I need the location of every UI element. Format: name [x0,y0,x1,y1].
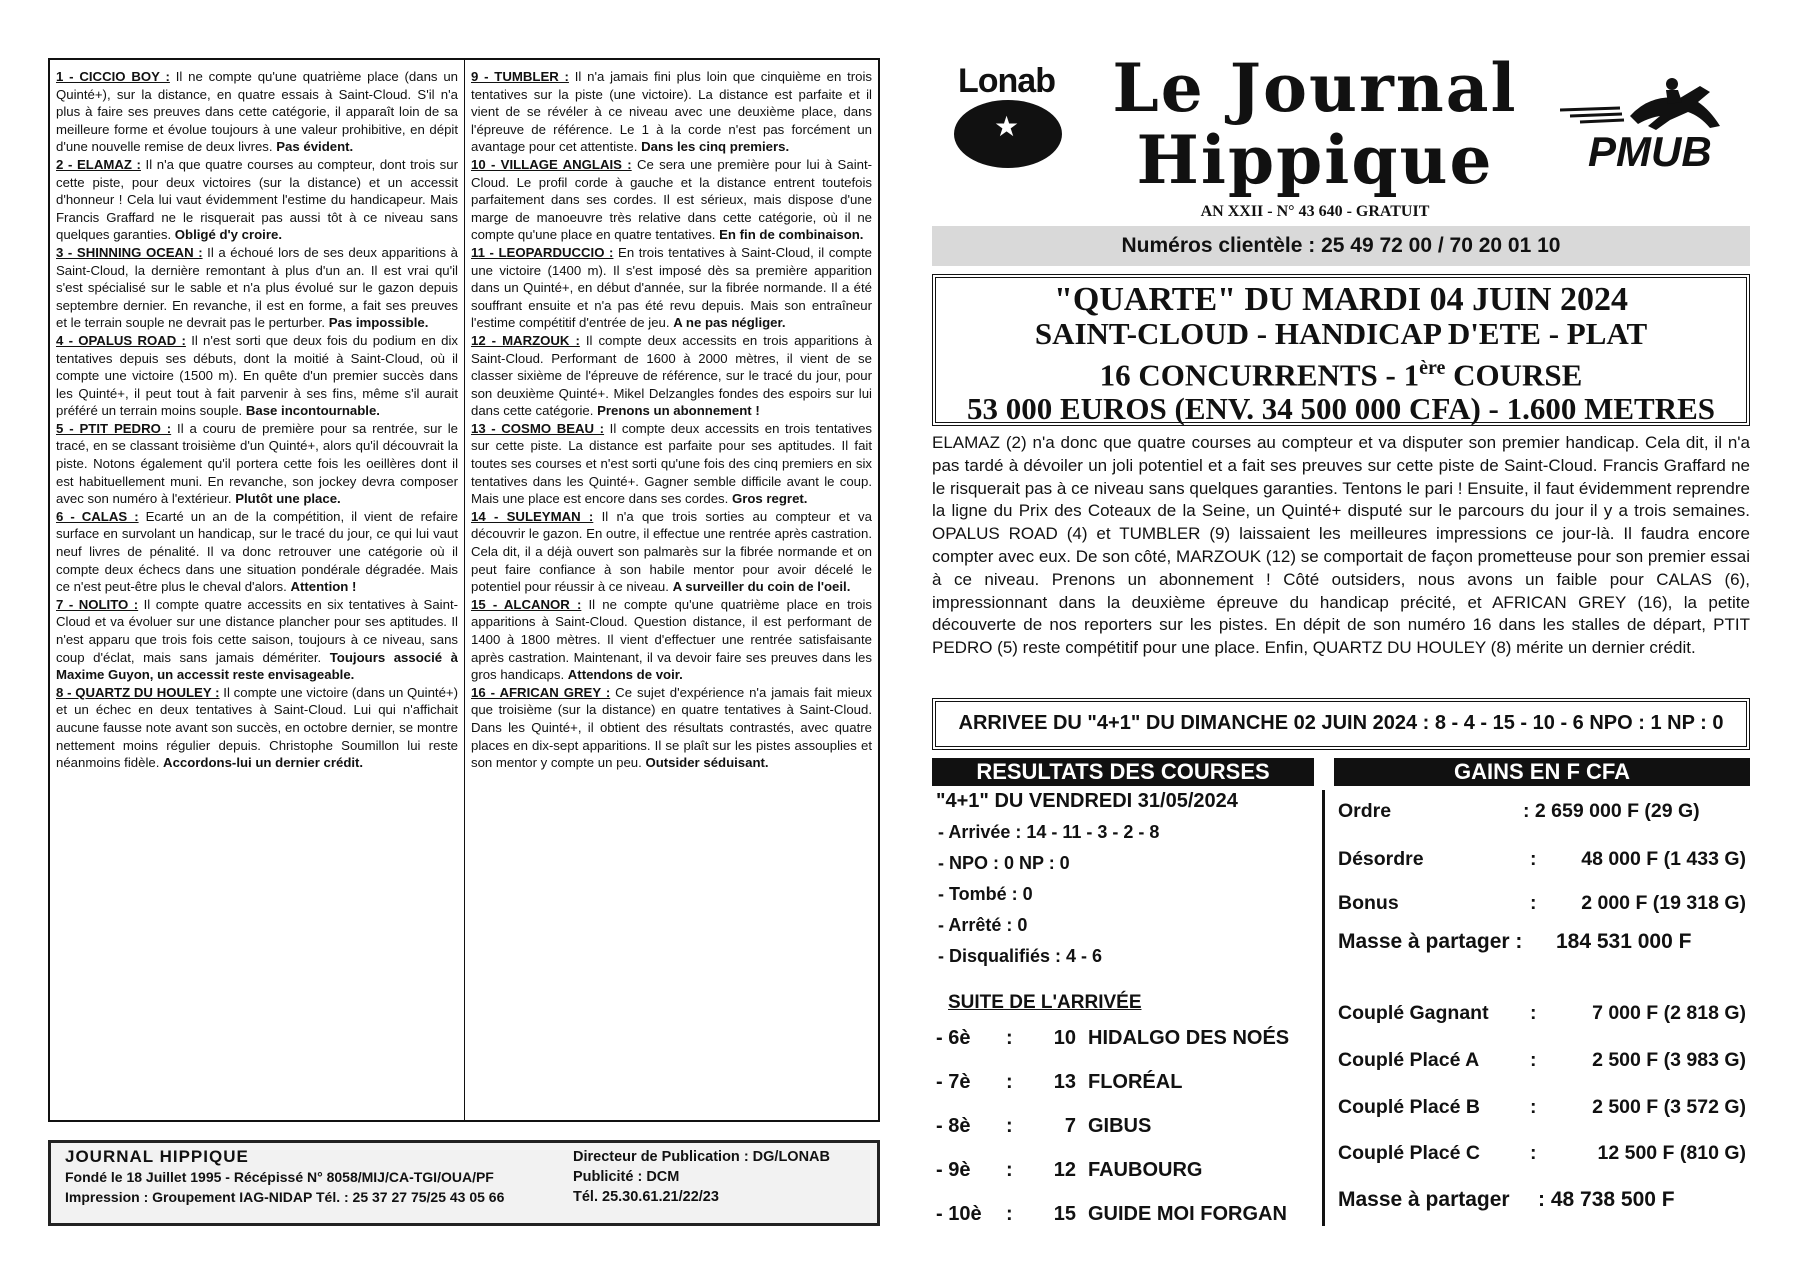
horse-comment: Il n'a jamais fini plus loin que cinquième en trois tentatives sur la piste (une victoire). La distance est parfaite et il vient de se révéler à ce niveau avec une deuxième place, dans l'épreuve de référence. Le 1 à la corde n'est pas forcément un avantage pour cet attentiste. [471,69,872,155]
racehorse-rider-icon [1560,76,1740,136]
horse-name: 10 - VILLAGE ANGLAIS : [471,156,632,172]
suite-horse-name: GUIDE MOI FORGAN [1088,1203,1287,1225]
gain-colon: : [1530,1096,1537,1118]
horse-verdict: Pas évident. [276,139,354,155]
horse-verdict: Gros regret. [731,491,808,507]
horse-entry [471,156,872,244]
gain-colon: : [1530,1049,1537,1071]
results-race-title: "4+1" DU VENDREDI 31/05/2024 [936,790,1238,812]
suite-row [936,1192,1316,1236]
gain-value: 7 000 F (2 818 G) [1592,1002,1746,1024]
suite-position: - 9è [936,1159,971,1181]
horse-verdict: A surveiller du coin de l'oeil. [672,579,851,595]
lonab-logo [950,60,1070,170]
client-phone-numbers: Numéros clientèle : 25 49 72 00 / 70 20 01 10 [932,226,1750,266]
race-venue: SAINT-CLOUD - HANDICAP D'ETE - PLAT [1034,316,1648,351]
horse-comment: Il n'a que trois sorties au compteur et va découvrir le gazon. En outre, il effectue une rentrée après castration. Cela dit, il a déjà ouvert son palmarès sur la fibrée normande et on peut faire confiance à son habile mentor pour avoir décelé le potentiel pour réussir à ce niveau. [471,508,872,595]
gain-value: 184 531 000 F [1556,930,1692,953]
commentary-column-2 [464,60,878,1120]
horse-name: 2 - ELAMAZ : [56,156,141,172]
suite-horse-name: FLORÉAL [1088,1071,1183,1093]
horse-comment: Il compte deux accessits en trois apparitions à Saint-Cloud. Performant de 1600 à 2000 mètres, il vient de se classer sixième de l'épreuve de référence, sur le tracé du jour, pour son deuxième Quinté+. Mikel Delzangles fondes des espoirs sur lui dans cette catégorie. [471,332,872,419]
horse-entry [56,244,458,332]
gain-value: : 48 738 500 F [1538,1188,1675,1211]
horse-entry [471,244,872,332]
result-line: - Disqualifiés : 4 - 6 [938,946,1103,966]
horse-verdict: Prenons un abonnement ! [597,403,760,419]
arrivee-banner: ARRIVEE DU "4+1" DU DIMANCHE 02 JUIN 2024 : 8 - 4 - 15 - 10 - 6 NPO : 1 NP : 0 [932,698,1750,750]
horse-verdict: A ne pas négliger. [673,315,786,331]
horse-name: 15 - ALCANOR : [471,596,582,612]
newspaper-title-line-2: Hippique [1136,121,1494,199]
race-title: "QUARTE" DU MARDI 04 JUIN 2024 [1054,281,1628,318]
horse-name: 12 - MARZOUK : [471,332,580,348]
horse-verdict: Toujours associé à Maxime Guyon, un accessit reste envisageable. [56,649,458,683]
horse-name: 8 - QUARTZ DU HOULEY : [56,684,220,700]
suite-title: SUITE DE L'ARRIVÉE [948,992,1142,1013]
horse-comment: En trois tentatives à Saint-Cloud, il compte une victoire (1400 m). Il s'est imposé dès sa première apparition dans un Quinté+, en début d'année, sur la fibrée normande. Il a été souffrant ensuite et n'a pas été revu depuis. Mais son entraîneur l'estime compétitif d'entrée de jeu. [471,244,872,331]
horse-comment: Ce sera une première pour lui à Saint-Cloud. Le profil corde à gauche et la distance entrent toutefois parfaitement dans ses cordes. Il est sérieux, mais dispose d'une marge de manoeuvre très relative dans cette catégorie, où il ne compte qu'une place en quatre tentatives. [471,156,873,243]
footer-phone: Tél. 25.30.61.21/22/23 [573,1189,719,1205]
horse-comment: Il compte deux accessits en trois tentatives sur cette piste. La distance est parfaite pour ses aptitudes. Il fait toutes ses courses et n'est sorti qu'une fois des cinq premiers en six tentatives dans les Quinté+. Gagner semble difficile avant le coup. Mais une place est encore dans ses cordes. [471,420,872,507]
horse-name: 11 - LEOPARDUCCIO : [471,244,614,260]
horse-entry [471,684,872,772]
gain-colon: : [1530,848,1537,870]
suite-horse-name: GIBUS [1088,1115,1152,1137]
pmub-logo [1560,76,1740,176]
suite-horse-name: HIDALGO DES NOÉS [1088,1027,1290,1049]
horse-comment: Il n'est sorti que deux fois du podium en dix tentatives depuis ses débuts, dont la moitié à Saint-Cloud, où il compte une victoire (1500 m). En quête d'un premier succès dans les Quinté+, il peut tout à fait parvenir à ses fins, même s'il aurait préféré un terrain moins souple. [56,332,458,419]
gain-value: 2 500 F (3 983 G) [1592,1049,1746,1071]
horse-entry [56,68,458,156]
suite-row [936,1060,1316,1104]
gain-label: Masse à partager [1338,1188,1510,1211]
horse-comment: Il a couru de première pour sa rentrée, sur le tracé, en se classant troisième d'un Quinté+, alors qu'il découvrait la piste. Notons également qu'il portera cette fois les oeillères dont il est habituellement muni. En revanche, son jockey devra composer avec son numéro à l'extérieur. [56,420,458,507]
footer-director: Directeur de Publication : DG/LONAB [573,1149,830,1165]
horse-verdict: Accordons-lui un dernier crédit. [163,755,364,771]
horse-entry [56,332,458,420]
suite-horse-number: 13 [1053,1071,1076,1093]
horse-comment: Il a échoué lors de ses deux apparitions à Saint-Cloud, la dernière remontant à plus d'un an. Il est vrai qu'il s'est spécialisé sur le sable et n'a plus évolué sur le gazon depuis septembre dernier. En revanche, il est en forme, a fait ses preuves et le terrain souple ne devrait pas le perturber. [56,244,458,331]
gain-value: 2 000 F (19 318 G) [1581,892,1746,914]
horse-comment: Il compte quatre accessits en six tentatives à Saint-Cloud et va évoluer sur une distance plancher pour ses aptitudes. Il n'est apparu que trois fois cette saison, toujours à ce niveau, sans coup d'éclat, mais sans jamais démériter. [56,596,458,665]
horse-commentary-box [48,58,880,1122]
horse-name: 1 - CICCIO BOY : [56,69,170,84]
horse-comment: Ce sujet d'expérience n'a jamais fait mieux que troisième (sur la distance) en quatre tentatives à Saint-Cloud. Dans les Quinté+, il obtient des résultats contrastés, avec quatre places en dix-sept apparitions. Il se plaît sur les pistes assouplies et son mentor y compte un peu. [471,684,873,771]
horse-verdict: Plutôt une place. [235,491,341,507]
race-runners: 16 CONCURRENTS - 1ère COURSE [1099,357,1583,393]
column-divider [1322,790,1325,1226]
results-header: RESULTATS DES COURSES [932,758,1314,786]
suite-position: - 7è [936,1071,971,1093]
horse-entry [56,420,458,508]
pmub-logo-text: PMUB [1588,128,1712,175]
issue-number: AN XXII - N° 43 640 - GRATUIT [1200,203,1430,220]
horse-verdict: Outsider séduisant. [645,755,769,771]
results-column [936,790,1316,1236]
suite-position: - 6è [936,1027,971,1049]
gain-colon: : [1530,892,1537,914]
horse-verdict: Pas impossible. [328,315,429,331]
horse-name: 6 - CALAS : [56,508,139,524]
result-line: - Arrêté : 0 [938,915,1028,935]
footer-advertising: Publicité : DCM [573,1169,680,1185]
horse-entry [56,508,458,596]
horse-comment: Il ne compte qu'une quatrième place en trois apparitions à Saint-Cloud. Question distance, il est performant de 1400 à 1800 mètres. Il vient d'effectuer une rentrée satisfaisante après castration. Maintenant, il va devoir faire ses preuves dans les gros handicaps. [471,596,872,683]
horse-name: 9 - TUMBLER : [471,69,569,84]
suite-horse-number: 12 [1053,1159,1076,1181]
result-line: - NPO : 0 NP : 0 [938,853,1070,873]
horse-verdict: Attendons de voir. [567,667,683,683]
gain-label: Ordre [1338,800,1392,822]
horse-comment: Il compte une victoire (dans un Quinté+) et un échec en deux tentatives à Saint-Cloud. Lui qui n'affichait aucune fausse note avant son succès, en octobre dernier, se montre nettement moins régulier depuis. Christophe Soumillon lui reste néanmoins fidèle. [56,684,459,771]
horse-entry [471,596,872,684]
suite-colon: : [1006,1071,1013,1093]
horse-entry [56,596,458,684]
horse-entry [471,420,872,508]
suite-row [936,1148,1316,1192]
gain-label: Couplé Placé C [1338,1142,1480,1164]
horse-verdict: Base incontournable. [245,403,380,419]
gain-colon: : [1530,1142,1537,1164]
horse-entry [471,508,872,596]
gain-value: 12 500 F (810 G) [1597,1142,1746,1164]
horse-comment: Il n'a que quatre courses au compteur, dont trois sur cette piste, pour deux victoires (sur la distance) et un accessit d'honneur ! Cela lui vaut évidemment l'estime du handicapeur. Mais Francis Graffard ne le risquerait pas aussi tôt à ce niveau sans quelques garanties. [56,156,458,243]
gain-label: Masse à partager : [1338,930,1523,953]
commentary-column-1 [50,60,464,1120]
gain-value: 48 000 F (1 433 G) [1581,848,1746,870]
suite-colon: : [1006,1115,1013,1137]
gains-header: GAINS EN F CFA [1334,758,1750,786]
gain-label: Désordre [1338,848,1424,870]
horse-verdict: En fin de combinaison. [719,227,864,243]
suite-colon: : [1006,1203,1013,1225]
newspaper-title [1090,49,1540,199]
gain-label: Couplé Gagnant [1338,1002,1489,1024]
horse-entry [471,68,872,156]
horse-comment: Il ne compte qu'une quatrième place (dans un Quinté+), sur la distance, en quatre essais à Saint-Cloud. S'il n'a plus à faire ses preuves dans cette catégorie, il apparaît loin de sa meilleure forme et évolue toujours à une valeur prohibitive, en dépit d'une nouvelle remise de deux livres. [56,69,458,155]
gain-label: Bonus [1338,892,1399,914]
race-title-box [932,274,1750,426]
result-line: - Tombé : 0 [938,884,1033,904]
horse-entry [56,156,458,244]
gain-label: Couplé Placé A [1338,1049,1480,1071]
suite-horse-number: 7 [1064,1115,1076,1137]
lonab-logo-text: Lonab [958,62,1055,100]
horse-verdict: Attention ! [290,579,357,595]
suite-position: - 8è [936,1115,971,1137]
horse-name: 14 - SULEYMAN : [471,508,594,524]
newspaper-title-line-1: Le Journal [1112,49,1518,127]
race-analysis: ELAMAZ (2) n'a donc que quatre courses au compteur et va disputer son premier handicap. Cela dit, il n'a pas tardé à dévoiler un joli potentiel et a fait ses preuves sur cette piste de Saint-Cloud. Francis Graffard ne le risquerait pas à ce niveau sans quelques garanties. Tentons le pari ! Ensuite, il faut évidemment reprendre la ligne du Prix des Coteaux de la Seine, un Quinté+ disputé sur le parcours du jour il y a trois semaines. OPALUS ROAD (4) et TUMBLER (9) laissaient les meilleures impressions ce jour-là. Il faudra encore compter avec eux. De son côté, MARZOUK (12) se comportait de façon prometteuse pour son premier essai à ce niveau. Prenons un abonnement ! Côté outsiders, nous avons un faible pour CALAS (6), impressionnant dans la deuxième épreuve du handicap précité, et AFRICAN GREY (16), la petite découverte de nos reporters sur les pistes. En dépit de son numéro 16 dans les stalles de départ, PTIT PEDRO (5) reste compétitif pour une place. Enfin, QUARTZ DU HOULEY (8) mérite un dernier crédit. [932,433,1750,658]
suite-horse-name: FAUBOURG [1088,1159,1203,1181]
horse-name: 5 - PTIT PEDRO : [56,420,172,436]
publication-footer [48,1140,880,1226]
suite-row [936,1016,1316,1060]
horse-name: 4 - OPALUS ROAD : [56,332,186,348]
footer-founded: Fondé le 18 Juillet 1995 - Récépissé N° 8058/MIJ/CA-TGI/OUA/PF [65,1169,494,1185]
horse-entry [56,684,458,772]
horse-verdict: Dans les cinq premiers. [641,139,790,155]
horse-name: 3 - SHINNING OCEAN : [56,244,203,260]
suite-colon: : [1006,1159,1013,1181]
suite-colon: : [1006,1027,1013,1049]
horse-name: 16 - AFRICAN GREY : [471,684,611,700]
suite-position: - 10è [936,1203,982,1225]
gain-value: 2 500 F (3 572 G) [1592,1096,1746,1118]
horse-name: 7 - NOLITO : [56,596,139,612]
suite-horse-number: 10 [1053,1027,1076,1049]
horse-name: 13 - COSMO BEAU : [471,420,605,436]
gain-label: Couplé Placé B [1338,1096,1480,1118]
gain-value: : 2 659 000 F (29 G) [1523,800,1700,822]
suite-horse-number: 15 [1053,1203,1076,1225]
horse-comment: Ecarté un an de la compétition, il vient de refaire surface en survolant un handicap, sur le tracé du jour, ce qui lui vaut neuf livres de pénalité. Il va donc retrouver une catégorie où il compte deux échecs dans une situation pondérale dégradée. Mais ce n'est peut-être plus le cheval d'alors. [56,508,459,595]
horse-verdict: Obligé d'y croire. [174,227,282,243]
gain-colon: : [1530,1002,1537,1024]
star-icon: ★ [994,111,1020,142]
race-purse-distance: 53 000 EUROS (ENV. 34 500 000 CFA) - 1.600 METRES [966,391,1716,427]
footer-printing: Impression : Groupement IAG-NIDAP Tél. : 25 37 27 75/25 43 05 66 [65,1189,505,1205]
suite-row [936,1104,1316,1148]
result-line: - Arrivée : 14 - 11 - 3 - 2 - 8 [938,822,1160,842]
horse-entry [471,332,872,420]
footer-title: JOURNAL HIPPIQUE [65,1147,249,1166]
